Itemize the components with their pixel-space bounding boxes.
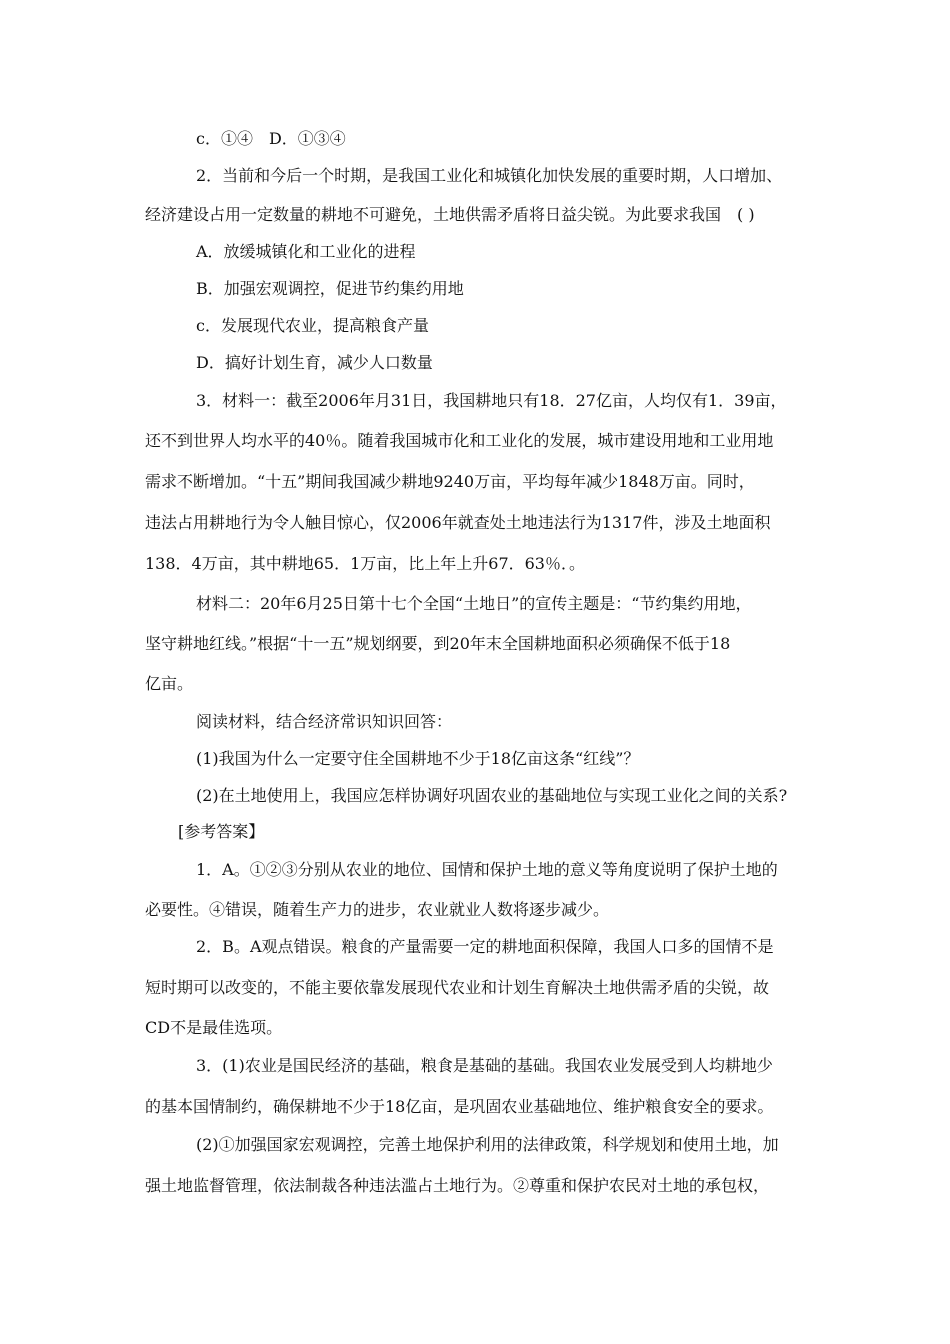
answer-2-line-1: 2．B。A观点错误。粮食的产量需要一定的耕地面积保障，我国人口多的国情不是 <box>196 937 774 956</box>
q2-stem-line-2: 经济建设占用一定数量的耕地不可避免，土地供需矛盾将日益尖锐。为此要求我国 ( ) <box>145 205 755 224</box>
q2-option-b: B．加强宏观调控，促进节约集约用地 <box>196 279 464 298</box>
q2-option-c: c．发展现代农业，提高粮食产量 <box>196 316 429 335</box>
answer-1-line-1: 1．A。①②③分别从农业的地位、国情和保护土地的意义等角度说明了保护土地的 <box>196 860 778 879</box>
q3-sub-question-1: (1)我国为什么一定要守住全国耕地不少于18亿亩这条“红线”？ <box>196 749 640 768</box>
q3-instruction: 阅读材料，结合经济常识知识回答： <box>196 712 453 731</box>
answer-3-2-line-2: 强土地监督管理，依法制裁各种违法滥占土地行为。②尊重和保护农民对土地的承包权， <box>145 1176 770 1195</box>
q2-stem-line-1: 2．当前和今后一个时期，是我国工业化和城镇化加快发展的重要时期，人口增加、 <box>196 166 783 185</box>
q3-material2-line-3: 亿亩。 <box>145 674 194 693</box>
q3-material1-line-3: 需求不断增加。“十五”期间我国减少耕地9240万亩，平均每年减少1848万亩。同时， <box>145 472 755 491</box>
q3-material1-line-2: 还不到世界人均水平的40％。随着我国城市化和工业化的发展，城市建设用地和工业用地 <box>145 431 774 450</box>
q3-material1-line-4: 违法占用耕地行为令人触目惊心，仅2006年就查处土地违法行为1317件，涉及土地面积 <box>145 513 771 532</box>
q1-options-tail: c．①④ D．①③④ <box>196 129 346 148</box>
q3-sub-question-2: (2)在土地使用上，我国应怎样协调好巩固农业的基础地位与实现工业化之间的关系? <box>196 786 788 805</box>
q2-option-a: A．放缓城镇化和工业化的进程 <box>196 242 416 261</box>
q3-material1-line-1: 3．材料一：截至2006年月31日，我国耕地只有18．27亿亩，人均仅有1．39亩， <box>196 391 787 410</box>
answer-3-1-line-1: 3．(1)农业是国民经济的基础，粮食是基础的基础。我国农业发展受到人均耕地少 <box>196 1056 773 1075</box>
q3-material2-line-1: 材料二：20年6月25日第十七个全国“土地日”的宣传主题是：“节约集约用地， <box>196 594 752 613</box>
answer-2-line-2: 短时期可以改变的，不能主要依靠发展现代农业和计划生育解决土地供需矛盾的尖锐，故 <box>145 978 770 997</box>
answer-3-2-line-1: (2)①加强国家宏观调控，完善土地保护利用的法律政策，科学规划和使用土地，加 <box>196 1135 779 1154</box>
q3-material1-line-5: 138．4万亩，其中耕地65．1万亩，比上年上升67．63％．。 <box>145 554 585 573</box>
q2-option-d: D．搞好计划生育，减少人口数量 <box>196 353 433 372</box>
answers-heading: [参考答案】 <box>178 822 265 841</box>
q3-material2-line-2: 坚守耕地红线。”根据“十一五”规划纲要，到20年末全国耕地面积必须确保不低于18 <box>145 634 731 653</box>
answer-1-line-2: 必要性。④错误，随着生产力的进步，农业就业人数将逐步减少。 <box>145 900 610 919</box>
answer-3-1-line-2: 的基本国情制约，确保耕地不少于18亿亩，是巩固农业基础地位、维护粮食安全的要求。 <box>145 1097 774 1116</box>
answer-2-line-3: CD不是最佳选项。 <box>145 1018 283 1037</box>
